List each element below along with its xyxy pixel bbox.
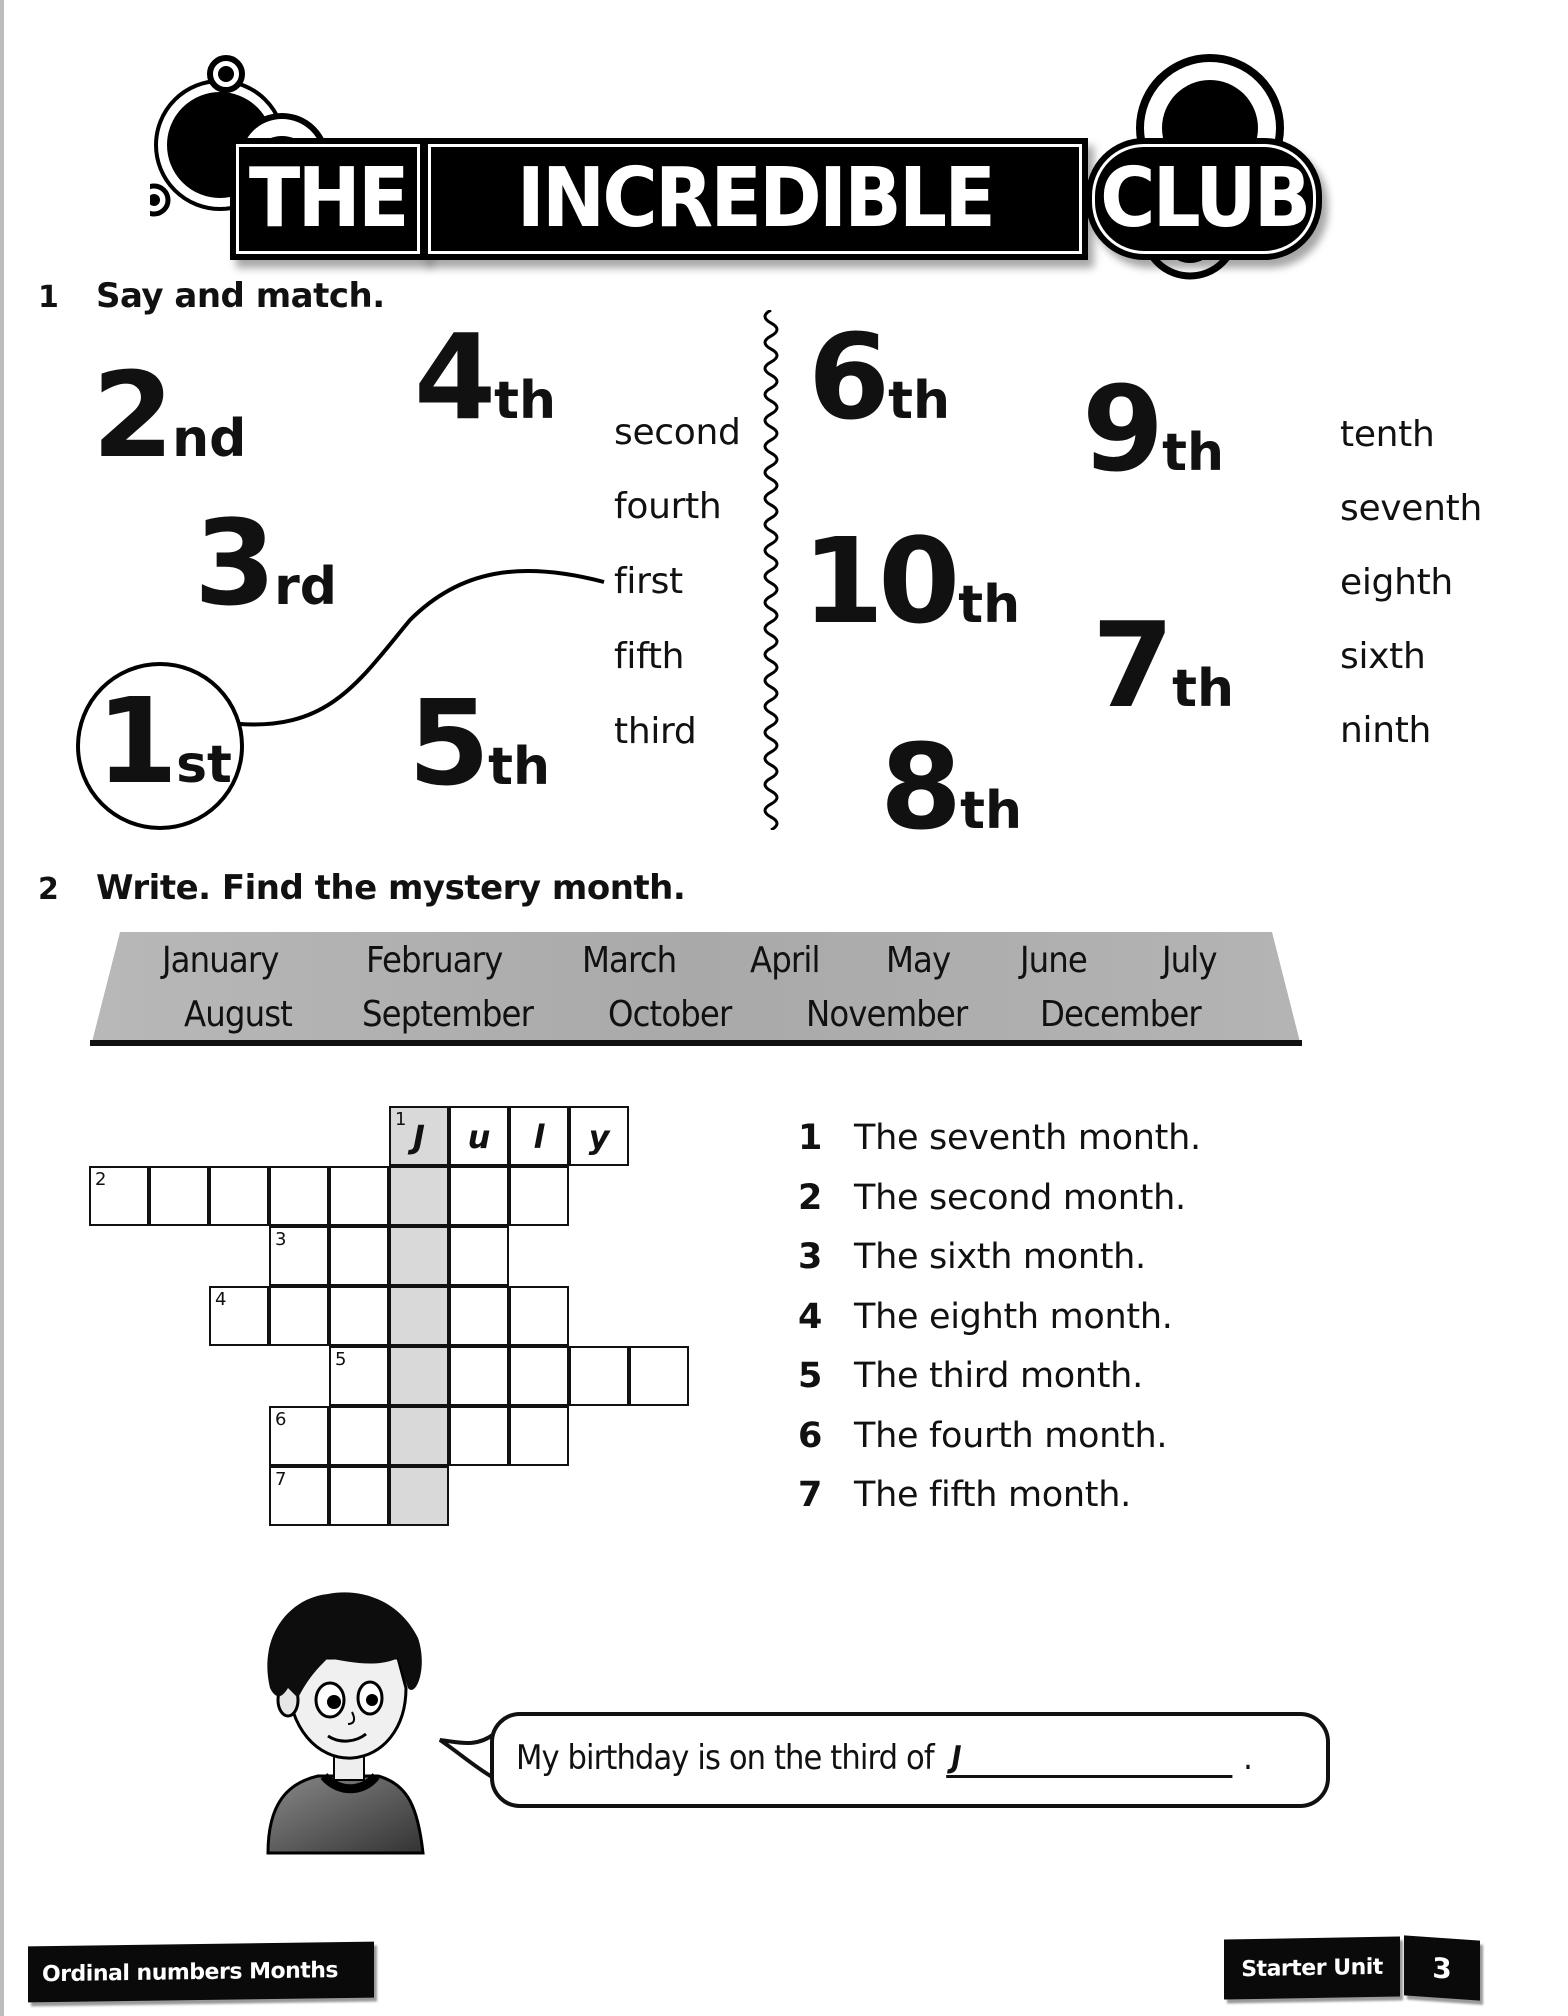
month-january: January: [162, 940, 279, 981]
crossword-cell[interactable]: [509, 1346, 569, 1406]
ordinal-10th: 10th: [802, 512, 1021, 650]
exercise-instruction: Say and match.: [96, 276, 385, 316]
word-fifth[interactable]: fifth: [614, 636, 685, 677]
footer-topics-tab: [28, 1942, 374, 2003]
crossword-cell[interactable]: [509, 1166, 569, 1226]
answer-blank[interactable]: [946, 1741, 1232, 1778]
ordinal-5th: 5th: [408, 674, 550, 812]
exercise-instruction: Write. Find the mystery month.: [96, 868, 686, 908]
crossword-clue-number: 7: [275, 1469, 287, 1490]
ordinal-4th: 4th: [414, 308, 556, 446]
crossword-cell[interactable]: [449, 1406, 509, 1466]
crossword-cell[interactable]: [509, 1286, 569, 1346]
crossword-cell[interactable]: [509, 1106, 569, 1166]
ordinal-2nd: 2nd: [92, 346, 247, 484]
given-letter: J: [951, 1740, 961, 1775]
crossword-cell[interactable]: [569, 1106, 629, 1166]
logo-word-incredible: INCREDIBLE: [516, 151, 994, 246]
exercise-2-heading: [38, 868, 685, 908]
crossword-cell[interactable]: [329, 1166, 389, 1226]
logo-word-the: THE: [249, 151, 407, 246]
crossword-cell[interactable]: [329, 1346, 389, 1406]
month-february: February: [366, 940, 503, 981]
ordinal-6th: 6th: [808, 308, 950, 446]
exercise-number: 2: [38, 872, 59, 907]
word-eighth[interactable]: eighth: [1340, 562, 1453, 603]
ordinal-3rd: 3rd: [194, 494, 337, 632]
speech-bubble: [490, 1712, 1330, 1808]
clue-item: 3 The sixth month.: [798, 1237, 1146, 1277]
month-november: November: [806, 994, 968, 1035]
word-tenth[interactable]: tenth: [1340, 414, 1435, 455]
crossword-cell-mystery[interactable]: [389, 1166, 449, 1226]
crossword-cell[interactable]: [449, 1106, 509, 1166]
logo-word-club: CLUB: [1099, 151, 1309, 246]
crossword-cell-mystery[interactable]: [389, 1286, 449, 1346]
clue-item: 4 The eighth month.: [798, 1296, 1173, 1337]
crossword-cell-mystery[interactable]: [389, 1226, 449, 1286]
crossword-cell[interactable]: [449, 1286, 509, 1346]
month-june: June: [1020, 940, 1087, 981]
crossword-filled-letter: u: [467, 1118, 491, 1156]
end-punctuation: .: [1243, 1738, 1252, 1778]
crossword-cell[interactable]: [89, 1166, 149, 1226]
footer-unit-tab: [1224, 1938, 1480, 1998]
clue-item: 6 The fourth month.: [798, 1415, 1168, 1456]
crossword-cell[interactable]: [269, 1286, 329, 1346]
crossword-cell[interactable]: [209, 1286, 269, 1346]
word-first[interactable]: first: [614, 561, 683, 602]
crossword-cell[interactable]: [149, 1166, 209, 1226]
month-september: September: [362, 994, 533, 1035]
ordinal-8th: 8th: [880, 718, 1022, 856]
month-march: March: [582, 940, 677, 981]
clue-item: 1 The seventh month.: [798, 1118, 1201, 1158]
crossword-filled-letter: y: [588, 1118, 610, 1156]
month-may: May: [886, 940, 951, 981]
crossword-cell[interactable]: [269, 1406, 329, 1466]
crossword-cell[interactable]: [329, 1286, 389, 1346]
crossword-cell[interactable]: [569, 1346, 629, 1406]
crossword-cell[interactable]: [209, 1166, 269, 1226]
example-match-line: [0, 0, 800, 900]
clue-item: 7 The fifth month.: [798, 1475, 1131, 1515]
footer-page-box: [1404, 1935, 1480, 2000]
crossword-clue-number: 1: [395, 1109, 407, 1130]
crossword-cell-mystery[interactable]: [389, 1466, 449, 1526]
clue-item: 5 The third month.: [798, 1356, 1143, 1396]
clue-item: 2 The second month.: [798, 1177, 1186, 1218]
crossword-cell[interactable]: [629, 1346, 689, 1406]
ordinal-7th: 7th: [1092, 596, 1234, 734]
months-banner: [90, 930, 1310, 1048]
footer-unit-box: [1224, 1936, 1400, 1999]
word-second[interactable]: second: [614, 412, 741, 453]
crossword-cell[interactable]: [449, 1346, 509, 1406]
crossword-cell[interactable]: [329, 1466, 389, 1526]
month-december: December: [1040, 994, 1201, 1035]
crossword-cell[interactable]: [509, 1406, 569, 1466]
month-august: August: [184, 994, 292, 1035]
ordinal-1st: 1st: [96, 672, 232, 810]
month-april: April: [750, 940, 820, 981]
clue-list: [798, 1118, 1201, 1535]
crossword-cell[interactable]: [449, 1166, 509, 1226]
crossword-clue-number: 5: [335, 1349, 347, 1370]
footer-unit: Starter Unit: [1241, 1954, 1383, 1982]
bubble-sentence: My birthday is on the third of: [516, 1738, 934, 1778]
crossword-clue-number: 3: [275, 1229, 287, 1250]
crossword-filled-letter: l: [533, 1118, 545, 1156]
logo-plate-club: [1086, 138, 1322, 260]
boy-character-illustration: [248, 1588, 448, 1858]
crossword-cell[interactable]: [329, 1226, 389, 1286]
crossword-clue-number: 2: [95, 1169, 107, 1190]
crossword-cell[interactable]: [269, 1466, 329, 1526]
crossword-cell[interactable]: [269, 1226, 329, 1286]
crossword-cell-mystery[interactable]: [389, 1346, 449, 1406]
word-sixth[interactable]: sixth: [1340, 636, 1426, 677]
page-number: 3: [1432, 1950, 1452, 1986]
footer-topics: Ordinal numbers Months: [42, 1957, 339, 1987]
ordinal-9th: 9th: [1082, 360, 1224, 498]
crossword-cell[interactable]: [449, 1226, 509, 1286]
crossword-clue-number: 6: [275, 1409, 287, 1430]
crossword-cell-mystery[interactable]: [389, 1406, 449, 1466]
month-july: July: [1162, 940, 1217, 981]
crossword-cell[interactable]: [329, 1406, 389, 1466]
crossword-cell[interactable]: [269, 1166, 329, 1226]
crossword-clue-number: 4: [215, 1289, 227, 1310]
word-ninth[interactable]: ninth: [1340, 710, 1432, 751]
month-october: October: [608, 994, 732, 1035]
word-fourth[interactable]: fourth: [614, 486, 722, 527]
word-seventh[interactable]: seventh: [1340, 488, 1483, 529]
speech-bubble-text: [516, 1738, 1252, 1778]
exercise-number: 1: [38, 280, 59, 315]
crossword-cell-mystery[interactable]: [389, 1106, 449, 1166]
crossword-filled-letter: J: [413, 1118, 425, 1156]
word-third[interactable]: third: [614, 711, 697, 752]
wavy-divider: [756, 310, 786, 830]
